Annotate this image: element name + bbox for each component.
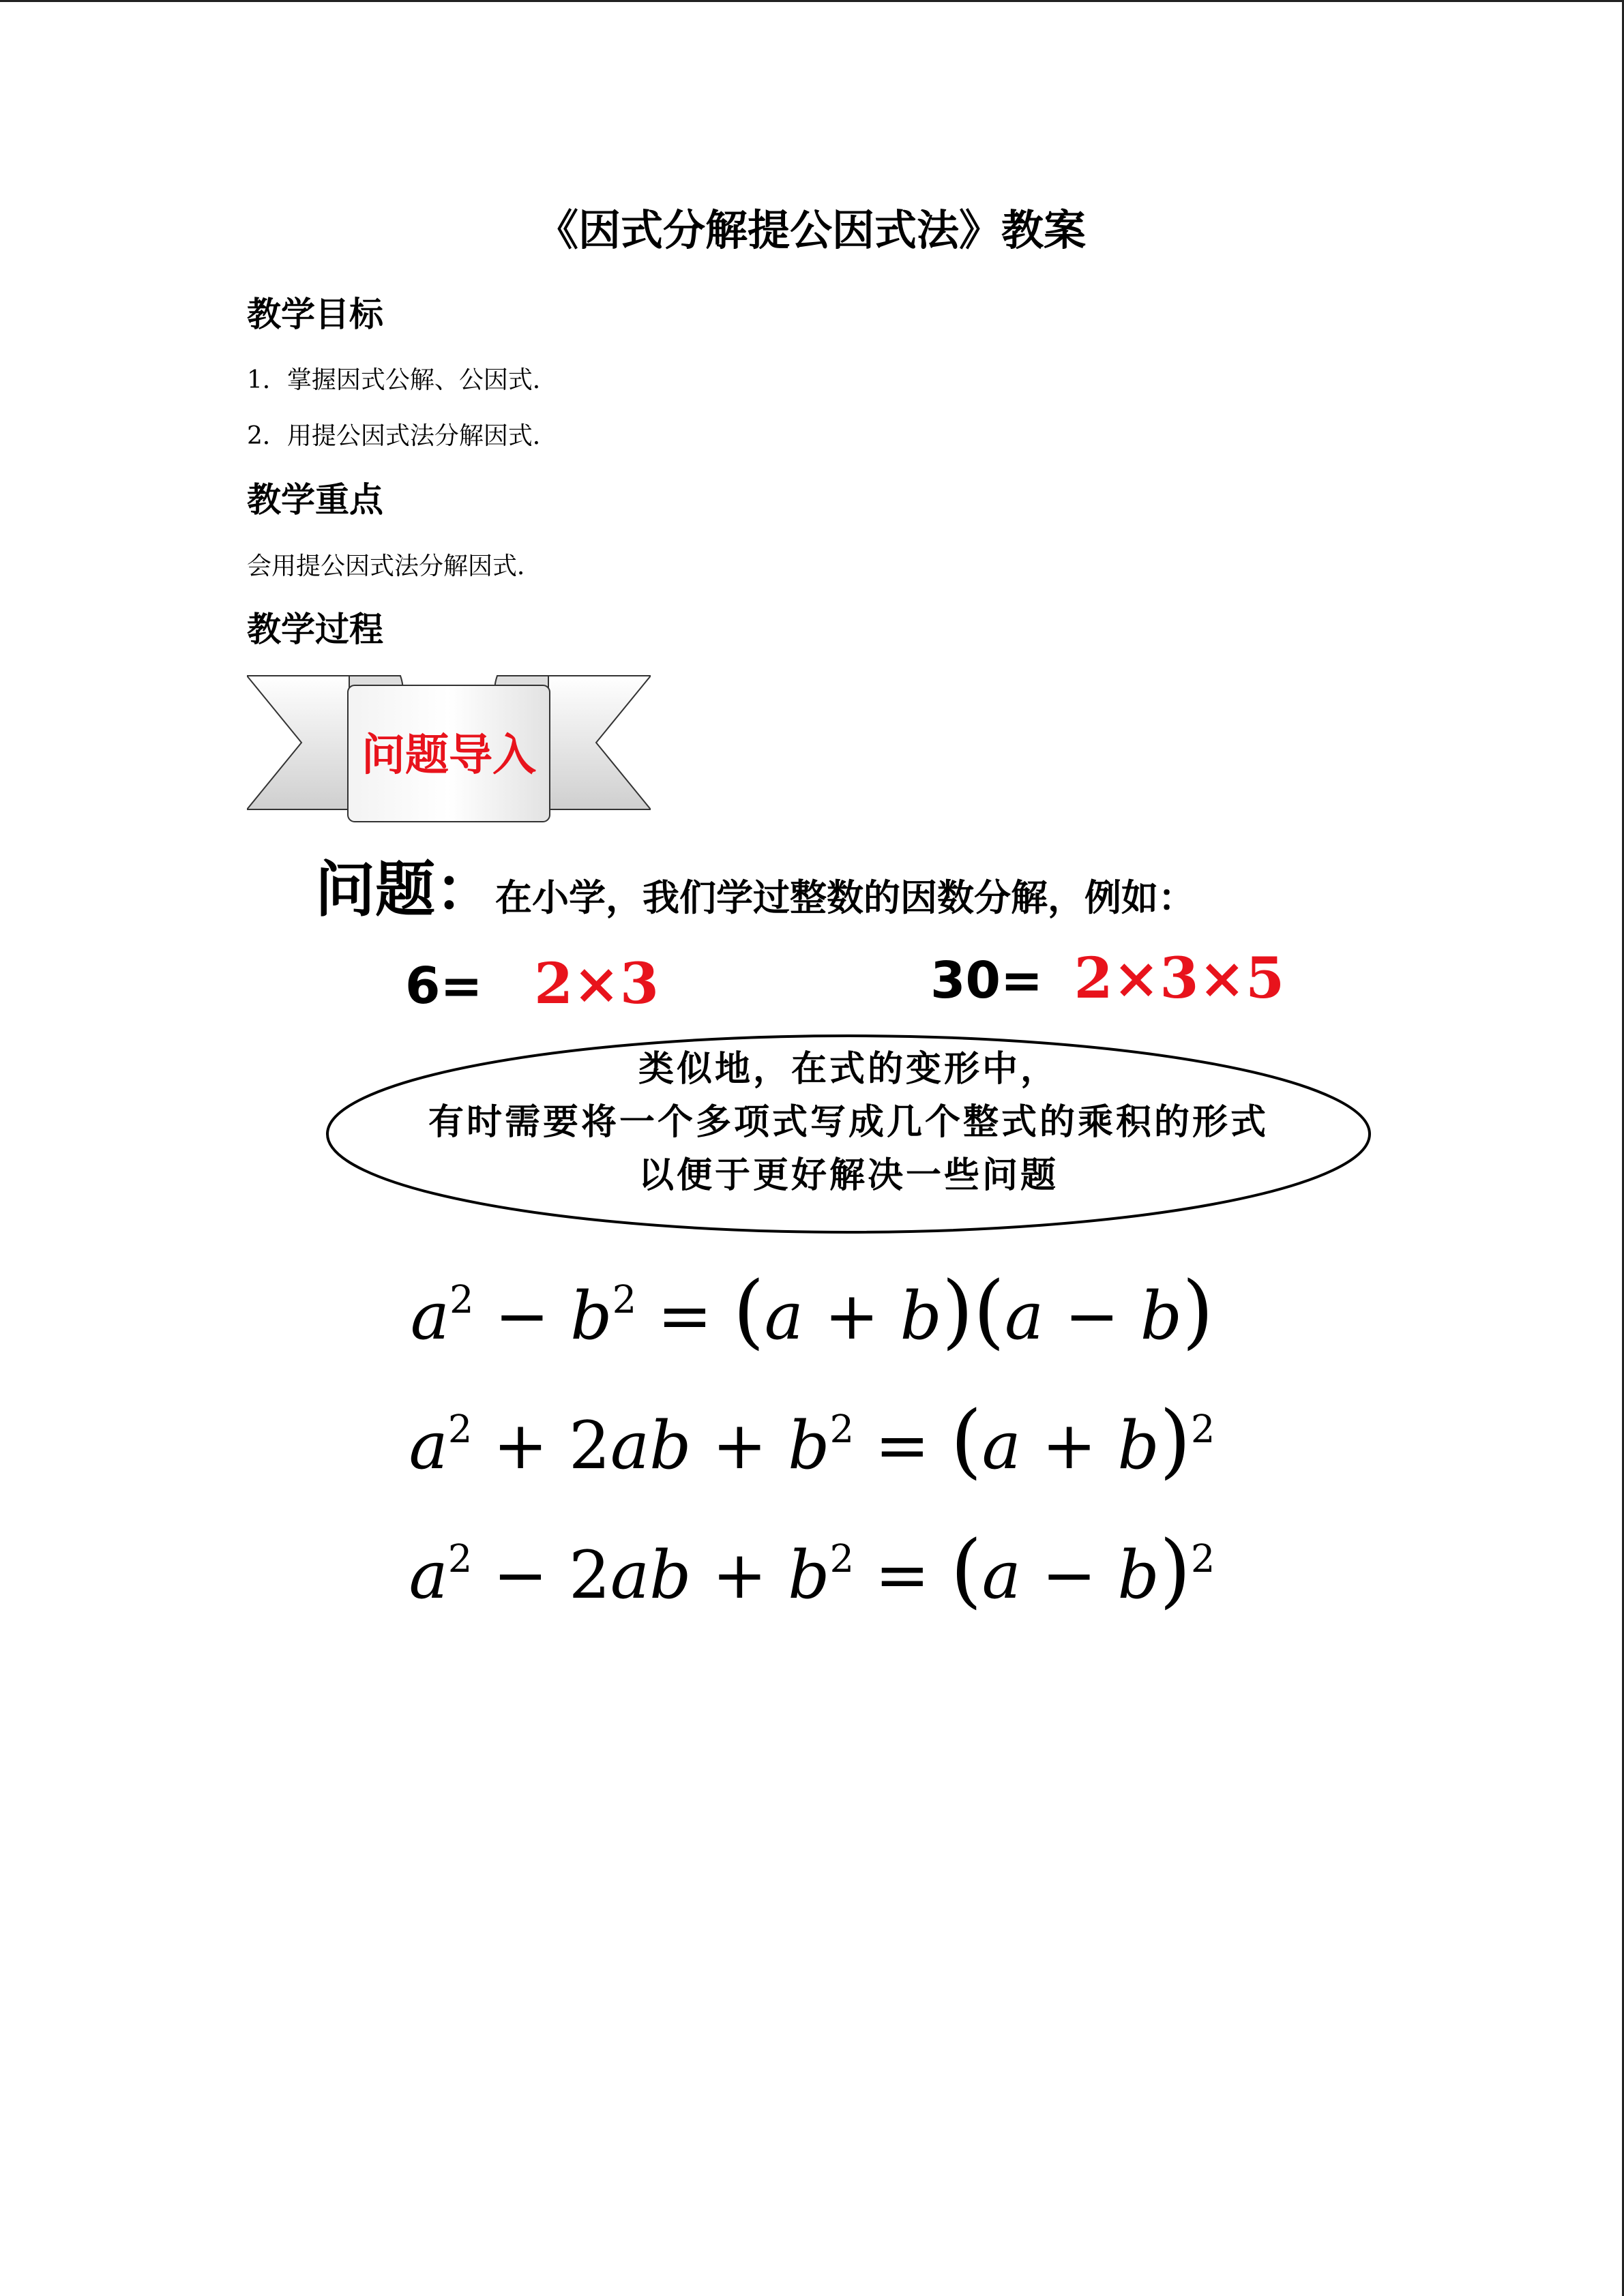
example-2-right: 2×3×5 <box>1074 946 1285 1011</box>
example-1-right: 2×3 <box>534 951 659 1017</box>
formula-square-of-sum: $a^2 + 2ab + b^2 = (a + b)^2$ <box>409 1393 1215 1487</box>
problem-text: 在小学，我们学过整数的因数分解，例如： <box>495 876 1196 919</box>
heading-focus: 教学重点 <box>247 480 383 520</box>
page-title: 《因式分解提公因式法》教案 <box>535 205 1086 255</box>
banner-label: 问题导入 <box>361 730 536 781</box>
goal-item-2: 2．用提公因式法分解因式． <box>247 422 557 450</box>
note-text <box>325 1043 1372 1202</box>
example-2 <box>930 946 1284 1011</box>
example-1-left: 6= <box>405 957 483 1015</box>
example-2-left: 30= <box>930 951 1043 1010</box>
heading-process: 教学过程 <box>247 610 383 649</box>
formula-square-of-difference: $a^2 - 2ab + b^2 = (a - b)^2$ <box>409 1523 1215 1617</box>
goal-item-1: 1．掌握因式公解、公因式． <box>247 366 557 394</box>
example-1 <box>405 951 659 1017</box>
note-line-1: 类似地，在式的变形中， <box>638 1049 1059 1090</box>
focus-text: 会用提公因式法分解因式． <box>247 552 542 580</box>
problem-intro-banner <box>247 670 651 829</box>
note-line-3: 以便于更好解决一些问题 <box>638 1155 1059 1196</box>
problem-prefix: 问题： <box>315 854 496 925</box>
formula-difference-of-squares: $a^2 - b^2 = (a + b)(a - b)$ <box>410 1264 1214 1358</box>
note-line-2: 有时需要将一个多项式写成几个整式的乘积的形式 <box>428 1102 1269 1143</box>
heading-goals: 教学目标 <box>247 295 383 334</box>
problem-statement <box>315 842 1195 928</box>
